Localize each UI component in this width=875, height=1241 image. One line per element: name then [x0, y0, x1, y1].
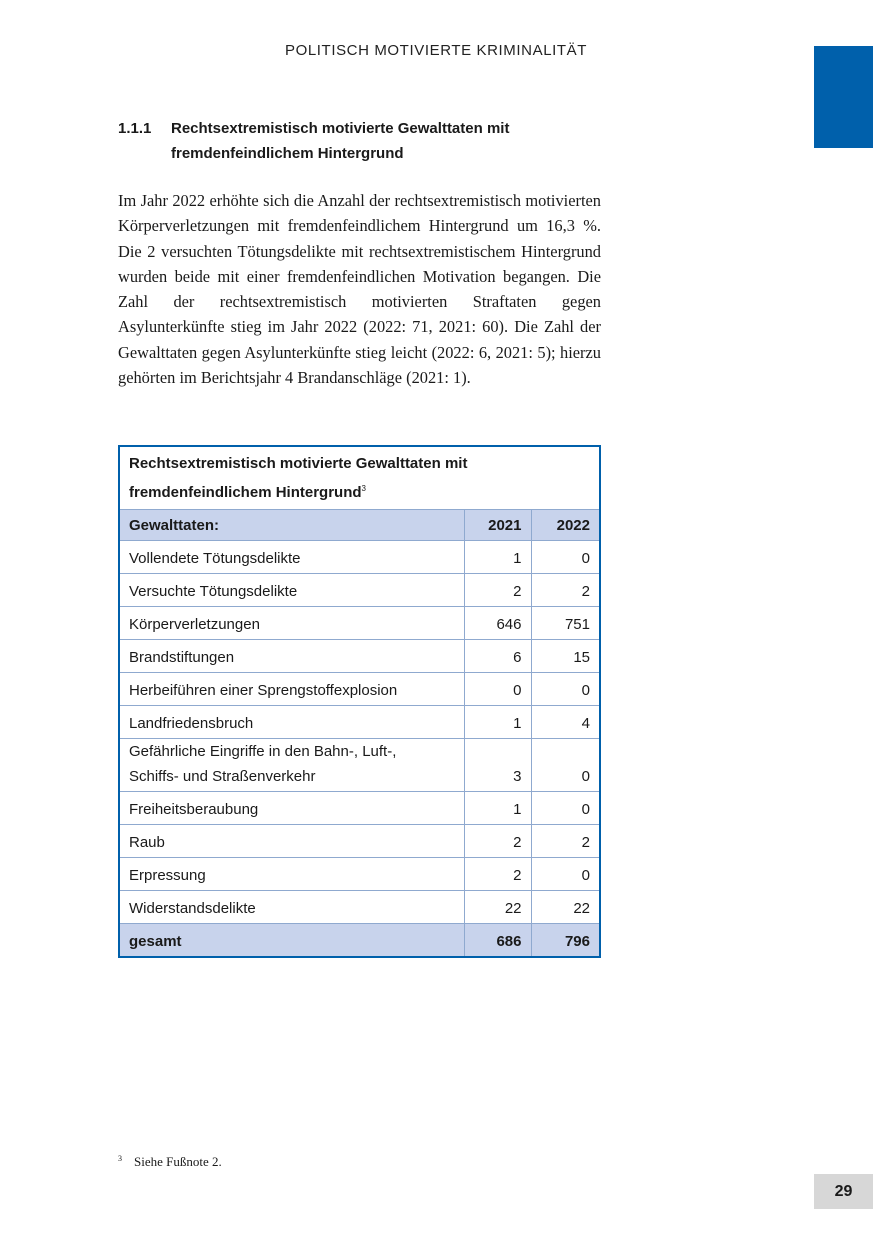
row-label: Brandstiftungen [119, 640, 464, 673]
row-value-2021: 0 [464, 673, 531, 706]
row-value-2022: 0 [531, 673, 600, 706]
table-row [119, 739, 600, 792]
row-value-2021: 6 [464, 640, 531, 673]
section-title-line2: fremdenfeindlichem Hintergrund [171, 145, 404, 162]
row-label: Vollendete Tötungsdelikte [119, 541, 464, 574]
row-value-2021: 3 [464, 739, 531, 792]
footnote-text: Siehe Fußnote 2. [134, 1154, 222, 1169]
table-header-row [119, 510, 600, 541]
row-value-2021: 2 [464, 825, 531, 858]
row-value-2022: 0 [531, 541, 600, 574]
row-value-2021: 1 [464, 541, 531, 574]
row-value-2021: 646 [464, 607, 531, 640]
row-value-2022: 0 [531, 858, 600, 891]
row-value-2022: 22 [531, 891, 600, 924]
chapter-tab-marker [814, 46, 873, 148]
footnote [118, 1154, 222, 1170]
row-label: Erpressung [119, 858, 464, 891]
row-value-2022: 751 [531, 607, 600, 640]
section-heading [118, 116, 598, 166]
row-value-2021: 1 [464, 706, 531, 739]
table-caption [119, 446, 600, 510]
violence-statistics-table [118, 445, 601, 958]
table-row [119, 673, 600, 706]
row-value-2022: 2 [531, 825, 600, 858]
table-header-2021: 2021 [464, 510, 531, 541]
row-value-2022: 2 [531, 574, 600, 607]
row-label: Widerstandsdelikte [119, 891, 464, 924]
row-value-2022: 15 [531, 640, 600, 673]
row-label: Landfriedensbruch [119, 706, 464, 739]
row-value-2021: 2 [464, 858, 531, 891]
section-number: 1.1.1 [118, 120, 152, 137]
row-label: Freiheitsberaubung [119, 792, 464, 825]
body-paragraph: Im Jahr 2022 erhöhte sich die Anzahl der rechtsextremistisch motivierten Körperverletzungen mit fremdenfeindlichem Hintergrund um 16,3 %. Die 2 versuchten Tötungsdelikte mit rechtsextremistischem Hintergrund wurden beide mit einer fremdenfeindlichen Motivation begangen. Die Zahl der rechtsextremistisch motivierten Straftaten gegen Asylunterkünfte stieg im Jahr 2022 (2022: 71, 2021: 60). Die Zahl der Gewalttaten gegen Asylunterkünfte stieg leicht (2022: 6, 2021: 5); hierzu gehörten im Berichtsjahr 4 Brandanschläge (2021: 1). [118, 191, 601, 388]
table-row [119, 792, 600, 825]
total-value-2022: 796 [531, 924, 600, 958]
row-value-2022: 4 [531, 706, 600, 739]
section-title-line1: Rechtsextremistisch motivierte Gewalttaten mit [171, 120, 510, 137]
table-header-2022: 2022 [531, 510, 600, 541]
table-caption-line2: fremdenfeindlichem Hintergrund [129, 484, 362, 501]
row-label: Versuchte Tötungsdelikte [119, 574, 464, 607]
table-total-row [119, 924, 600, 958]
row-value-2021: 2 [464, 574, 531, 607]
row-value-2022: 0 [531, 739, 600, 792]
table-row [119, 825, 600, 858]
table-header-label: Gewalttaten: [119, 510, 464, 541]
total-label: gesamt [119, 924, 464, 958]
footnote-mark: 3 [118, 1154, 122, 1163]
table-row [119, 574, 600, 607]
table-row [119, 607, 600, 640]
row-label: Gefährliche Eingriffe in den Bahn-, Luft-, Schiffs- und Straßenverkehr [119, 739, 464, 792]
table-row [119, 891, 600, 924]
page-number: 29 [814, 1174, 873, 1209]
row-label: Raub [119, 825, 464, 858]
table-row [119, 706, 600, 739]
row-value-2021: 1 [464, 792, 531, 825]
table-row [119, 541, 600, 574]
table-caption-footnote-ref: 3 [361, 484, 366, 493]
row-value-2021: 22 [464, 891, 531, 924]
row-label: Herbeiführen einer Sprengstoffexplosion [119, 673, 464, 706]
row-value-2022: 0 [531, 792, 600, 825]
table-caption-line1: Rechtsextremistisch motivierte Gewalttaten mit [129, 455, 468, 472]
total-value-2021: 686 [464, 924, 531, 958]
running-title: POLITISCH MOTIVIERTE KRIMINALITÄT [284, 42, 588, 59]
table-row [119, 858, 600, 891]
table-caption-row [119, 446, 600, 510]
table-row [119, 640, 600, 673]
row-label: Körperverletzungen [119, 607, 464, 640]
